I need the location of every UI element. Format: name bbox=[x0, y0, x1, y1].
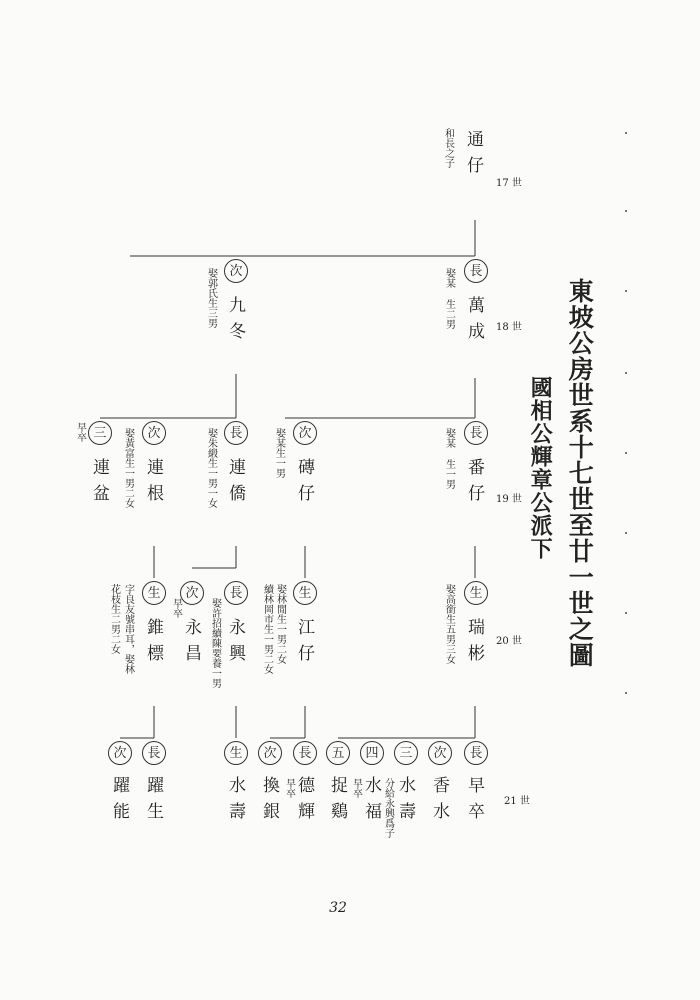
generation-18-label: 18 世 bbox=[496, 322, 522, 333]
rank-badge: 次 bbox=[108, 741, 132, 765]
rank-badge: 長 bbox=[464, 259, 488, 283]
person-note: 娶高銜生五男三女 bbox=[443, 584, 455, 664]
person-note: 早卒 bbox=[170, 598, 182, 618]
person-name: 躍生 bbox=[143, 776, 163, 828]
person-name: 躍能 bbox=[109, 776, 129, 828]
rank-badge: 次 bbox=[180, 581, 204, 605]
person-name: 水壽 bbox=[225, 776, 245, 828]
scan-speck bbox=[625, 290, 627, 292]
rank-badge: 五 bbox=[326, 741, 350, 765]
page-subtitle: 國相公輝章公派下 bbox=[527, 376, 554, 560]
person-name: 九冬 bbox=[225, 296, 245, 348]
scan-speck bbox=[625, 612, 627, 614]
person-note: 娶許招續陳要養一男 bbox=[209, 598, 221, 688]
person-note: 早卒 bbox=[350, 778, 362, 798]
person-name: 瑞彬 bbox=[464, 618, 484, 670]
person-name: 早卒 bbox=[464, 776, 484, 828]
rank-badge: 長 bbox=[464, 421, 488, 445]
person-name: 永興 bbox=[225, 618, 245, 670]
person-name: 換銀 bbox=[259, 776, 279, 828]
rank-badge: 長 bbox=[293, 741, 317, 765]
scan-speck bbox=[625, 452, 627, 454]
person-note: 娶朱緞生一男一女 bbox=[205, 428, 217, 508]
person-note: 娶林閒生一男二女 bbox=[274, 584, 286, 664]
rank-badge: 長 bbox=[224, 581, 248, 605]
generation-17-label: 17 世 bbox=[496, 178, 522, 189]
generation-20-label: 20 世 bbox=[496, 636, 522, 647]
person-note: 娶黃富生一男二女 bbox=[122, 428, 134, 508]
rank-badge: 次 bbox=[293, 421, 317, 445]
rank-badge: 次 bbox=[258, 741, 282, 765]
page-number: 32 bbox=[329, 900, 347, 916]
person-note: 分給永興爲子 bbox=[382, 778, 394, 838]
person-name: 江仔 bbox=[294, 618, 314, 670]
rank-badge: 次 bbox=[224, 259, 248, 283]
rank-badge: 生 bbox=[142, 581, 166, 605]
scan-speck bbox=[625, 132, 627, 134]
person-note: 早卒 bbox=[74, 422, 86, 442]
scan-speck bbox=[625, 692, 627, 694]
rank-badge: 長 bbox=[464, 741, 488, 765]
person-name: 捉鷄 bbox=[327, 776, 347, 828]
rank-badge: 生 bbox=[293, 581, 317, 605]
generation-19-label: 19 世 bbox=[496, 494, 522, 505]
person-note: 娶某 生一男 bbox=[443, 428, 455, 489]
person-note: 花枝生二男二女 bbox=[108, 584, 120, 654]
generation-21-label: 21 世 bbox=[504, 796, 530, 807]
person-name: 連僑 bbox=[225, 458, 245, 510]
person-note: 早卒 bbox=[283, 778, 295, 798]
person-name: 香水 bbox=[429, 776, 449, 828]
person-name: 萬成 bbox=[464, 296, 484, 348]
person-name: 德輝 bbox=[294, 776, 314, 828]
person-name: 水壽 bbox=[395, 776, 415, 828]
person-note: 續林岡市生一男二女 bbox=[261, 584, 273, 674]
person-note: 字良友號串耳，娶林 bbox=[122, 584, 134, 674]
person-name: 永昌 bbox=[181, 618, 201, 670]
rank-badge: 長 bbox=[142, 741, 166, 765]
person-name: 番仔 bbox=[464, 458, 484, 510]
rank-badge: 長 bbox=[224, 421, 248, 445]
scan-speck bbox=[625, 532, 627, 534]
rank-badge: 生 bbox=[464, 581, 488, 605]
person-name: 磚仔 bbox=[294, 458, 314, 510]
person-name: 連根 bbox=[143, 458, 163, 510]
rank-badge: 次 bbox=[428, 741, 452, 765]
page-title: 東坡公房世系十七世至廿一世之圖 bbox=[565, 278, 595, 668]
person-note: 娶某生一男 bbox=[273, 428, 285, 478]
rank-badge: 次 bbox=[142, 421, 166, 445]
person-name: 水福 bbox=[361, 776, 381, 828]
person-note: 和長之子 bbox=[442, 128, 454, 168]
scan-speck bbox=[625, 372, 627, 374]
scan-speck bbox=[625, 210, 627, 212]
rank-badge: 三 bbox=[88, 421, 112, 445]
person-name: 通仔 bbox=[463, 130, 483, 182]
rank-badge: 三 bbox=[394, 741, 418, 765]
person-name: 連盆 bbox=[89, 458, 109, 510]
person-note: 娶郭氏生三男 bbox=[205, 268, 217, 328]
person-name: 錐標 bbox=[143, 618, 163, 670]
rank-badge: 生 bbox=[224, 741, 248, 765]
person-note: 娶某 生二男 bbox=[443, 268, 455, 329]
rank-badge: 四 bbox=[360, 741, 384, 765]
